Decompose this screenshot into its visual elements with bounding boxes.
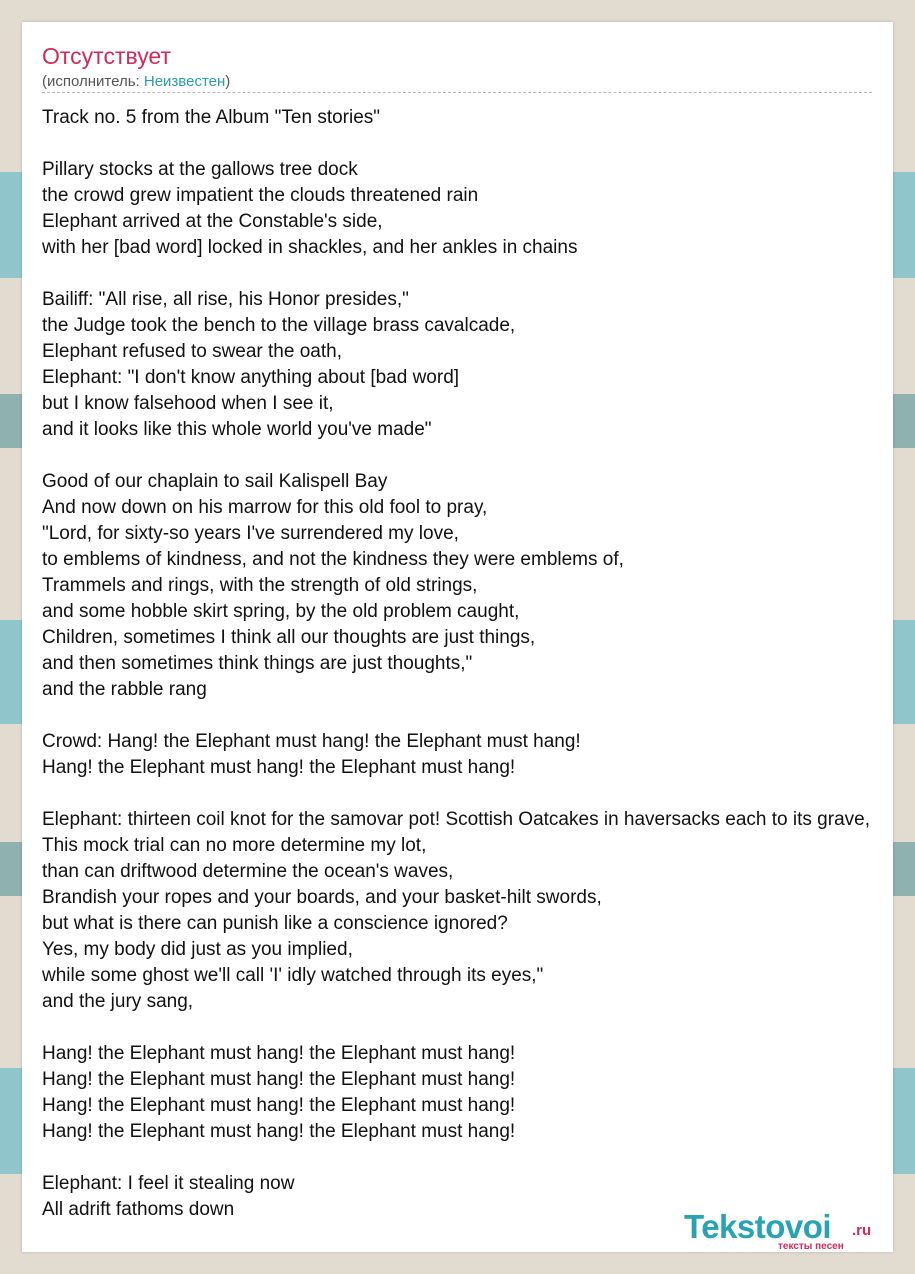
lyrics-line: This mock trial can no more determine my lot,	[42, 835, 427, 856]
lyrics-line: Hang! the Elephant must hang! the Elephant must hang!	[42, 1069, 516, 1090]
lyrics-line: while some ghost we'll call 'I' idly watched through its eyes,"	[42, 965, 544, 986]
lyrics-line: with her [bad word] locked in shackles, and her ankles in chains	[42, 237, 578, 258]
lyrics-text	[42, 105, 893, 1223]
lyrics-blank-line	[42, 1015, 893, 1041]
logo-name: Tekstovoi	[684, 1208, 832, 1245]
lyrics-line: and the rabble rang	[42, 679, 207, 700]
lyrics-line: and then sometimes think things are just thoughts,"	[42, 653, 473, 674]
lyrics-line: but what is there can punish like a conscience ignored?	[42, 913, 508, 934]
lyrics-line: and it looks like this whole world you've made"	[42, 419, 432, 440]
site-logo[interactable]	[684, 1208, 889, 1252]
lyrics-line: Pillary stocks at the gallows tree dock	[42, 159, 358, 180]
lyrics-line: the Judge took the bench to the village brass cavalcade,	[42, 315, 516, 336]
title-divider	[42, 92, 872, 93]
lyrics-blank-line	[42, 443, 893, 469]
lyrics-line: Good of our chaplain to sail Kalispell Bay	[42, 471, 388, 492]
lyrics-line: Crowd: Hang! the Elephant must hang! the Elephant must hang!	[42, 731, 581, 752]
lyrics-line: Yes, my body did just as you implied,	[42, 939, 353, 960]
logo-tld: .ru	[852, 1222, 872, 1239]
performer-link[interactable]: Неизвестен	[143, 73, 226, 90]
lyrics-line: Track no. 5 from the Album "Ten stories"	[42, 107, 381, 128]
lyrics-line: Hang! the Elephant must hang! the Elephant must hang!	[42, 1121, 516, 1142]
lyrics-line: Hang! the Elephant must hang! the Elephant must hang!	[42, 1095, 516, 1116]
lyrics-line: the crowd grew impatient the clouds threatened rain	[42, 185, 479, 206]
lyrics-line: All adrift fathoms down	[42, 1199, 235, 1220]
performer-line	[42, 73, 230, 90]
lyrics-line: Elephant: I feel it stealing now	[42, 1173, 295, 1194]
lyrics-line: Trammels and rings, with the strength of old strings,	[42, 575, 478, 596]
lyrics-line: Elephant: thirteen coil knot for the samovar pot! Scottish Oatcakes in haversacks each to its grave,	[42, 809, 870, 830]
logo-tagline: тексты песен	[778, 1241, 844, 1252]
lyrics-line: "Lord, for sixty-so years I've surrendered my love,	[42, 523, 459, 544]
lyrics-line: than can driftwood determine the ocean's waves,	[42, 861, 454, 882]
lyrics-blank-line	[42, 1145, 893, 1171]
lyrics-line: Elephant: "I don't know anything about [bad word]	[42, 367, 460, 388]
performer-suffix: )	[225, 73, 231, 90]
lyrics-line: and some hobble skirt spring, by the old problem caught,	[42, 601, 520, 622]
lyrics-blank-line	[42, 781, 893, 807]
lyrics-line: Elephant arrived at the Constable's side,	[42, 211, 383, 232]
lyrics-line: to emblems of kindness, and not the kindness they were emblems of,	[42, 549, 624, 570]
lyrics-line: Elephant refused to swear the oath,	[42, 341, 342, 362]
song-title: Отсутствует	[42, 43, 171, 69]
lyrics-blank-line	[42, 261, 893, 287]
lyrics-blank-line	[42, 703, 893, 729]
lyrics-line: Brandish your ropes and your boards, and your basket-hilt swords,	[42, 887, 602, 908]
lyrics-line: but I know falsehood when I see it,	[42, 393, 334, 414]
lyrics-line: And now down on his marrow for this old fool to pray,	[42, 497, 488, 518]
lyrics-line: and the jury sang,	[42, 991, 194, 1012]
performer-prefix: (исполнитель:	[42, 73, 144, 90]
lyrics-card	[22, 22, 893, 1252]
lyrics-line: Hang! the Elephant must hang! the Elephant must hang!	[42, 1043, 516, 1064]
lyrics-line: Children, sometimes I think all our thoughts are just things,	[42, 627, 536, 648]
lyrics-line: Hang! the Elephant must hang! the Elephant must hang!	[42, 757, 516, 778]
lyrics-blank-line	[42, 131, 893, 157]
lyrics-line: Bailiff: "All rise, all rise, his Honor presides,"	[42, 289, 409, 310]
